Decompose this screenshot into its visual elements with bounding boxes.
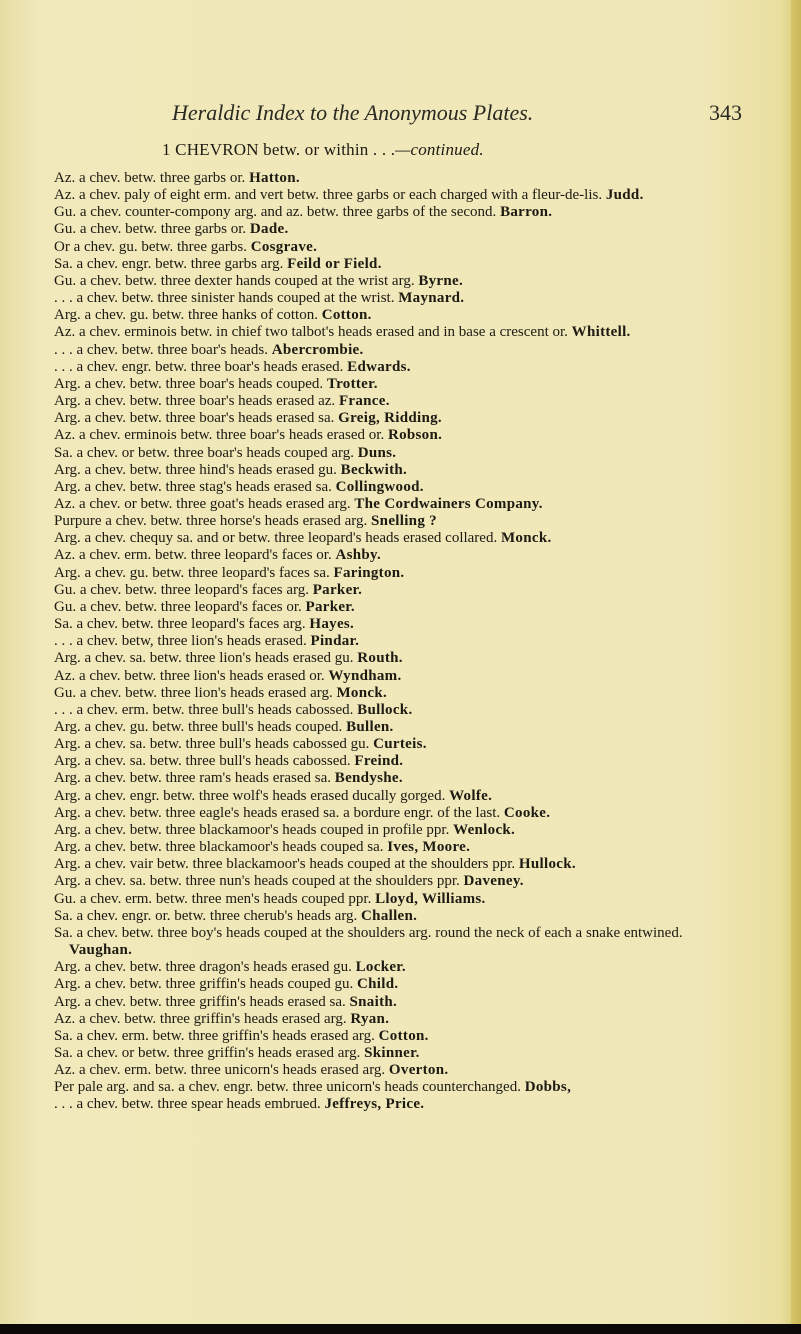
blazon-text: Arg. a chev. betw. three griffin's heads couped gu. [54, 976, 354, 993]
blazon-text: Arg. a chev. engr. betw. three wolf's heads erased ducally gorged. [54, 787, 446, 804]
index-entry [54, 445, 744, 462]
blazon-text: Sa. a chev. engr. or. betw. three cherub's heads arg. [54, 907, 358, 924]
blazon-text: Per pale arg. and sa. a chev. engr. betw. three unicorn's heads counterchanged. [54, 1079, 521, 1096]
index-entry [54, 342, 744, 359]
family-name: Bullock. [357, 701, 413, 718]
family-name: Freind. [354, 753, 404, 770]
blazon-text: Arg. a chev. betw. three boar's heads erased sa. [54, 410, 335, 427]
family-name: Greig, Ridding. [338, 410, 442, 427]
index-entry [54, 187, 744, 204]
family-name: Whittell. [571, 324, 631, 341]
section-heading [162, 140, 484, 160]
family-name: Snelling ? [371, 513, 437, 530]
family-name: Challen. [361, 907, 418, 924]
index-entry [54, 822, 744, 839]
family-name: Ryan. [350, 1010, 390, 1027]
index-entry [54, 307, 744, 324]
blazon-text: Az. a chev. erm. betw. three leopard's faces or. [54, 547, 332, 564]
index-entry [54, 170, 744, 187]
blazon-text: Arg. a chev. betw. three ram's heads erased sa. [54, 770, 332, 787]
family-name: Vaughan. [69, 942, 133, 959]
section-heading-continued: —continued. [395, 140, 484, 159]
family-name: Daveney. [463, 873, 524, 890]
index-entry [54, 685, 744, 702]
family-name: The Cordwainers Company. [354, 495, 543, 512]
index-entry [54, 719, 744, 736]
blazon-text: Arg. a chev. gu. betw. three leopard's faces sa. [54, 564, 330, 581]
blazon-text: . . . a chev. engr. betw. three boar's heads erased. [54, 358, 344, 375]
blazon-text: Arg. a chev. betw. three blackamoor's heads couped sa. [54, 839, 384, 856]
running-title: Heraldic Index to the Anonymous Plates. [172, 100, 534, 125]
index-entry [54, 668, 744, 685]
blazon-text: Sa. a chev. betw. three boy's heads couped at the shoulders arg. round the neck of each a snake entwined. [54, 924, 683, 941]
blazon-text: Az. a chev. erminois betw. in chief two talbot's heads erased and in base a crescent or. [54, 324, 568, 341]
family-name: Wyndham. [328, 667, 402, 684]
blazon-text: Az. a chev. erm. betw. three unicorn's heads erased arg. [54, 1062, 386, 1079]
family-name: Judd. [605, 187, 644, 204]
family-name: Cosgrave. [250, 238, 318, 255]
family-name: Collingwood. [335, 478, 424, 495]
index-entry [54, 839, 744, 856]
family-name: Ives, Moore. [387, 839, 471, 856]
family-name: Parker. [312, 581, 363, 598]
family-name: Dade. [249, 221, 289, 238]
family-name: Hatton. [249, 170, 300, 186]
index-entry [54, 1045, 744, 1062]
family-name: Cotton. [321, 307, 372, 324]
blazon-text: Az. a chev. betw. three griffin's heads erased arg. [54, 1010, 347, 1027]
index-entry [54, 530, 744, 547]
index-entry [54, 290, 744, 307]
index-entry [54, 239, 744, 256]
blazon-text: Arg. a chev. betw. three boar's heads couped. [54, 375, 324, 392]
blazon-text: Sa. a chev. erm. betw. three griffin's heads erased arg. [54, 1027, 375, 1044]
index-entry [54, 427, 744, 444]
family-name: Cooke. [503, 804, 551, 821]
blazon-text: Arg. a chev. sa. betw. three lion's heads erased gu. [54, 650, 354, 667]
index-entry [54, 976, 744, 993]
blazon-text: Gu. a chev. betw. three lion's heads erased arg. [54, 684, 333, 701]
blazon-text: Az. a chev. betw. three garbs or. [54, 170, 246, 186]
family-name: Child. [357, 976, 399, 993]
blazon-text: . . . a chev. betw, three lion's heads erased. [54, 633, 307, 650]
blazon-text: Gu. a chev. betw. three leopard's faces or. [54, 598, 302, 615]
blazon-text: Gu. a chev. betw. three garbs or. [54, 221, 247, 238]
blazon-text: . . . a chev. betw. three spear heads embrued. [54, 1096, 321, 1113]
family-name: Parker. [305, 598, 355, 615]
index-entry [54, 616, 744, 633]
family-name: Bullen. [346, 719, 394, 735]
family-name: Maynard. [398, 290, 465, 307]
page-header [172, 100, 742, 134]
index-entry [54, 496, 744, 513]
family-name: Abercrombie. [271, 341, 364, 358]
blazon-text: Arg. a chev. betw. three blackamoor's heads couped in profile ppr. [54, 821, 450, 838]
index-entries [54, 170, 744, 1114]
index-entry [54, 702, 744, 719]
index-entry [54, 582, 744, 599]
index-entry [54, 908, 744, 925]
family-name: Bendyshe. [334, 770, 403, 787]
blazon-text: Arg. a chev. betw. three griffin's heads erased sa. [54, 993, 346, 1010]
blazon-text: Arg. a chev. betw. three stag's heads erased sa. [54, 478, 332, 495]
blazon-text: Az. a chev. paly of eight erm. and vert betw. three garbs or each charged with a fleur-de-lis. [54, 187, 603, 204]
blazon-text: . . . a chev. betw. three sinister hands couped at the wrist. [54, 290, 395, 307]
blazon-text: Gu. a chev. erm. betw. three men's heads couped ppr. [54, 890, 372, 907]
index-entry [54, 565, 744, 582]
family-name: Farington. [333, 564, 405, 581]
index-entry [54, 650, 744, 667]
family-name: Pindar. [310, 633, 360, 650]
index-entry [54, 479, 744, 496]
family-name: Monck. [336, 684, 388, 701]
family-name: Wolfe. [449, 787, 493, 804]
index-entry [54, 462, 744, 479]
family-name: Barron. [500, 204, 553, 221]
blazon-text: Sa. a chev. or betw. three boar's heads couped arg. [54, 444, 354, 461]
blazon-text: Arg. a chev. betw. three eagle's heads erased sa. a bordure engr. of the last. [54, 804, 501, 821]
index-entry [54, 753, 744, 770]
blazon-text: Az. a chev. erminois betw. three boar's heads erased or. [54, 427, 385, 444]
family-name: Robson. [387, 427, 443, 444]
blazon-text: Arg. a chev. betw. three boar's heads erased az. [54, 393, 336, 410]
blazon-text: Arg. a chev. betw. three hind's heads erased gu. [54, 461, 337, 478]
page-edge-shadow [791, 0, 801, 1334]
blazon-text: . . . a chev. betw. three boar's heads. [54, 341, 269, 358]
index-entry [54, 599, 744, 616]
blazon-text: Gu. a chev. betw. three leopard's faces arg. [54, 581, 309, 598]
blazon-text: Arg. a chev. gu. betw. three hanks of cotton. [54, 307, 318, 324]
blazon-text: Sa. a chev. engr. betw. three garbs arg. [54, 255, 284, 272]
blazon-text: Sa. a chev. betw. three leopard's faces arg. [54, 616, 306, 633]
family-name: France. [338, 393, 390, 410]
family-name: Hayes. [309, 616, 355, 633]
index-entry [54, 547, 744, 564]
family-name: Beckwith. [340, 461, 408, 478]
index-entry [54, 805, 744, 822]
index-entry [54, 204, 744, 221]
family-name: Jeffreys, Price. [324, 1096, 425, 1113]
family-name: Routh. [357, 650, 403, 667]
blazon-text: Gu. a chev. counter-compony arg. and az. betw. three garbs of the second. [54, 204, 497, 221]
index-entry [54, 856, 744, 873]
index-entry [54, 633, 744, 650]
family-name: Monck. [500, 530, 552, 547]
index-entry [54, 770, 744, 787]
index-entry [54, 1079, 744, 1096]
family-name: Duns. [357, 444, 397, 461]
family-name: Byrne. [418, 272, 464, 289]
index-entry [54, 393, 744, 410]
index-entry [54, 221, 744, 238]
index-entry [54, 359, 744, 376]
blazon-text: Sa. a chev. or betw. three griffin's heads erased arg. [54, 1044, 361, 1061]
index-entry [54, 1011, 744, 1028]
index-entry [54, 1096, 744, 1113]
family-name: Edwards. [347, 358, 411, 375]
blazon-text: Arg. a chev. vair betw. three blackamoor's heads couped at the shoulders ppr. [54, 856, 516, 873]
family-name: Lloyd, Williams. [375, 890, 486, 907]
blazon-text: Purpure a chev. betw. three horse's heads erased arg. [54, 513, 368, 530]
blazon-text: Arg. a chev. sa. betw. three nun's heads couped at the shoulders ppr. [54, 873, 460, 890]
family-name: Feild or Field. [287, 255, 382, 272]
index-entry [54, 925, 744, 959]
index-entry [54, 273, 744, 290]
index-entry [54, 410, 744, 427]
index-entry [54, 736, 744, 753]
index-entry [54, 891, 744, 908]
family-name: Curteis. [373, 736, 427, 753]
blazon-text: Gu. a chev. betw. three dexter hands couped at the wrist arg. [54, 272, 415, 289]
index-entry [54, 256, 744, 273]
index-entry [54, 788, 744, 805]
page-number: 343 [709, 100, 742, 125]
family-name: Ashby. [335, 547, 382, 564]
family-name: Wenlock. [453, 821, 516, 838]
blazon-text: . . . a chev. erm. betw. three bull's heads cabossed. [54, 701, 354, 718]
index-entry [54, 1062, 744, 1079]
family-name: Hullock. [518, 856, 576, 873]
blazon-text: Or a chev. gu. betw. three garbs. [54, 238, 247, 255]
blazon-text: Arg. a chev. betw. three dragon's heads erased gu. [54, 959, 352, 976]
blazon-text: Arg. a chev. gu. betw. three bull's heads couped. [54, 719, 343, 735]
family-name: Overton. [388, 1062, 449, 1079]
blazon-text: Az. a chev. or betw. three goat's heads erased arg. [54, 495, 351, 512]
index-entry [54, 324, 744, 341]
bottom-edge-bar [0, 1324, 801, 1334]
blazon-text: Arg. a chev. chequy sa. and or betw. three leopard's heads erased collared. [54, 530, 498, 547]
index-entry [54, 873, 744, 890]
family-name: Dobbs, [524, 1079, 572, 1096]
index-entry [54, 959, 744, 976]
blazon-text: Arg. a chev. sa. betw. three bull's heads cabossed. [54, 753, 351, 770]
index-entry [54, 994, 744, 1011]
index-entry [54, 513, 744, 530]
family-name: Locker. [355, 959, 406, 976]
family-name: Trotter. [326, 375, 378, 392]
family-name: Skinner. [364, 1044, 420, 1061]
blazon-text: Az. a chev. betw. three lion's heads erased or. [54, 667, 325, 684]
index-entry [54, 1028, 744, 1045]
index-entry [54, 376, 744, 393]
section-heading-main: 1 CHEVRON betw. or within . . . [162, 140, 396, 159]
family-name: Cotton. [378, 1027, 429, 1044]
blazon-text: Arg. a chev. sa. betw. three bull's heads cabossed gu. [54, 736, 370, 753]
family-name: Snaith. [349, 993, 398, 1010]
